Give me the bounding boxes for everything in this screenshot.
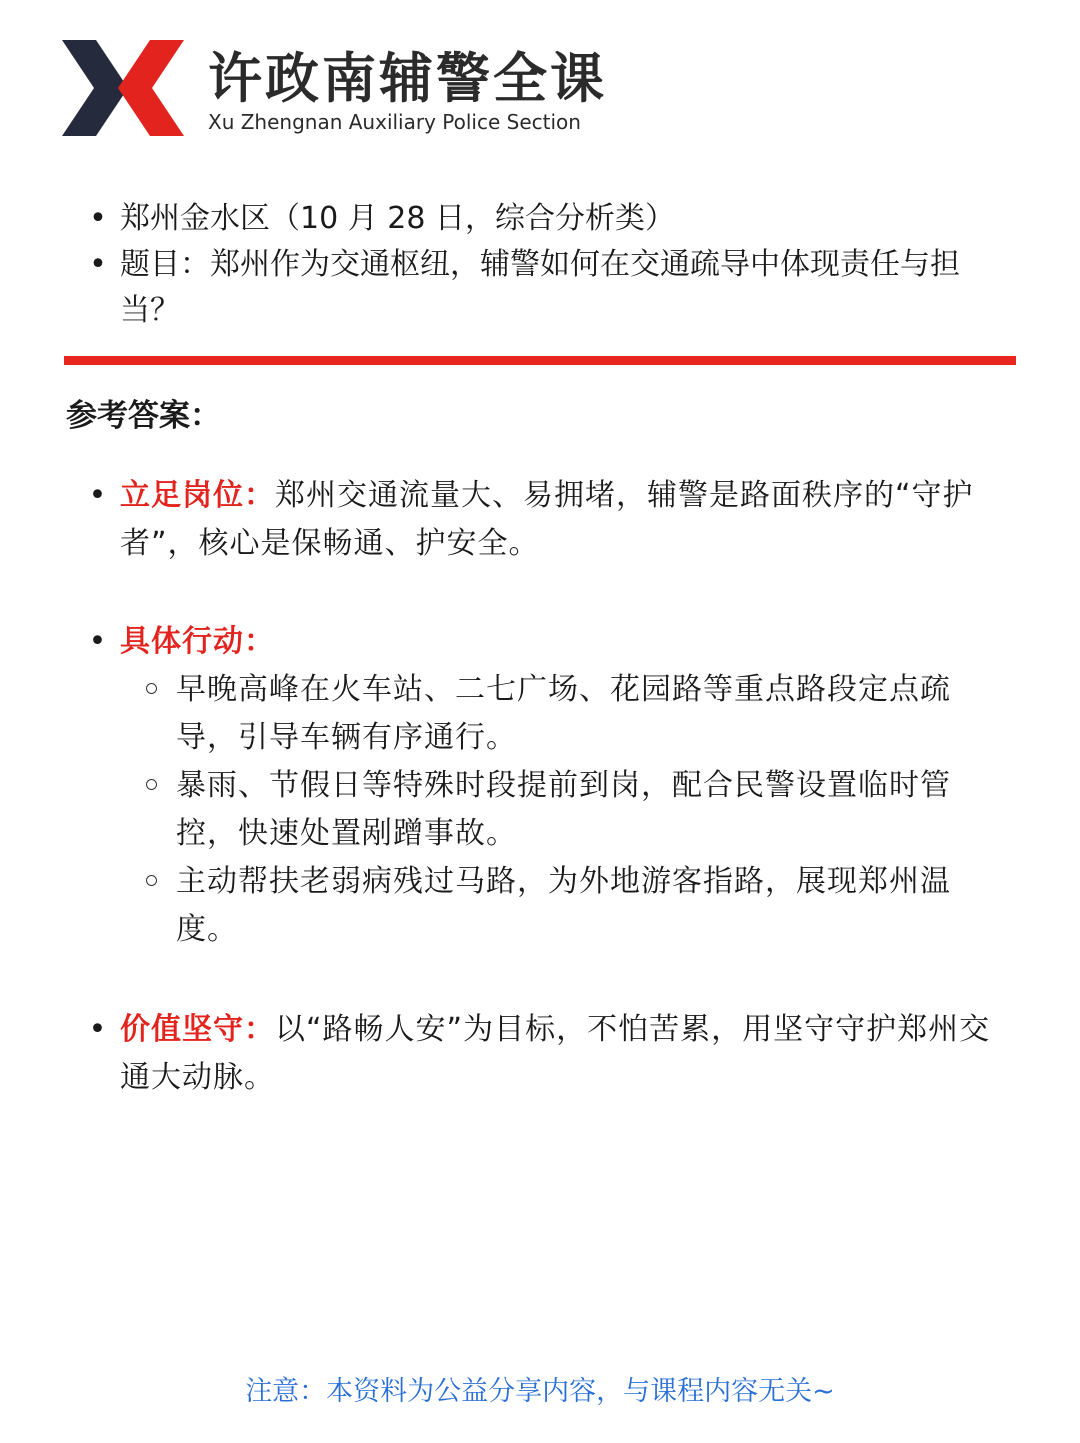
footer-notice: 注意：本资料为公益分享内容，与课程内容无关~ [245, 1376, 835, 1407]
section-label: 价值坚守： [120, 1012, 275, 1047]
hollow-bullet-icon [146, 779, 157, 790]
answer-section-actions [88, 618, 1008, 954]
hollow-bullet-icon [146, 875, 157, 886]
action-list [88, 666, 1008, 954]
brand-header [62, 40, 622, 140]
section-text: 以“路畅人安”为目标，不怕苦累，用坚守守护郑州交通大动脉。 [120, 1012, 991, 1095]
bullet-icon: • [88, 624, 108, 659]
answer-title: 参考答案： [66, 398, 221, 434]
bullet-icon: • [88, 478, 108, 513]
topic-item [88, 242, 1008, 334]
action-item [88, 858, 1008, 954]
section-label: 具体行动： [120, 624, 275, 659]
topic-item [88, 196, 1008, 242]
topic-list [88, 196, 1008, 334]
section-head [88, 1006, 1008, 1102]
hollow-bullet-icon [146, 683, 157, 694]
action-text: 主动帮扶老弱病残过马路，为外地游客指路，展现郑州温度。 [176, 864, 951, 947]
action-item [88, 666, 1008, 762]
section-label: 立足岗位： [120, 478, 275, 513]
bullet-icon: • [89, 247, 107, 282]
answer-section-value [88, 1006, 1008, 1102]
brand-name-en: Xu Zhengnan Auxiliary Police Section [208, 110, 581, 134]
section-head [88, 472, 1008, 568]
answer-section-position [88, 472, 1008, 568]
bullet-icon: • [88, 1012, 108, 1047]
action-text: 早晚高峰在火车站、二七广场、花园路等重点路段定点疏导，引导车辆有序通行。 [176, 672, 951, 755]
action-text: 暴雨、节假日等特殊时段提前到岗，配合民警设置临时管控，快速处置剐蹭事故。 [176, 768, 951, 851]
topic-region: 郑州金水区（10 月 28 日，综合分析类） [120, 201, 675, 236]
section-head [88, 618, 1008, 666]
bullet-icon: • [89, 201, 107, 236]
topic-question: 题目：郑州作为交通枢纽，辅警如何在交通疏导中体现责任与担当？ [120, 247, 960, 328]
x-logo-icon [62, 40, 184, 136]
section-text: 郑州交通流量大、易拥堵，辅警是路面秩序的“守护者”，核心是保畅通、护安全。 [120, 478, 974, 561]
red-divider [64, 356, 1016, 365]
brand-name-cn: 许政南辅警全课 [208, 47, 607, 110]
action-item [88, 762, 1008, 858]
